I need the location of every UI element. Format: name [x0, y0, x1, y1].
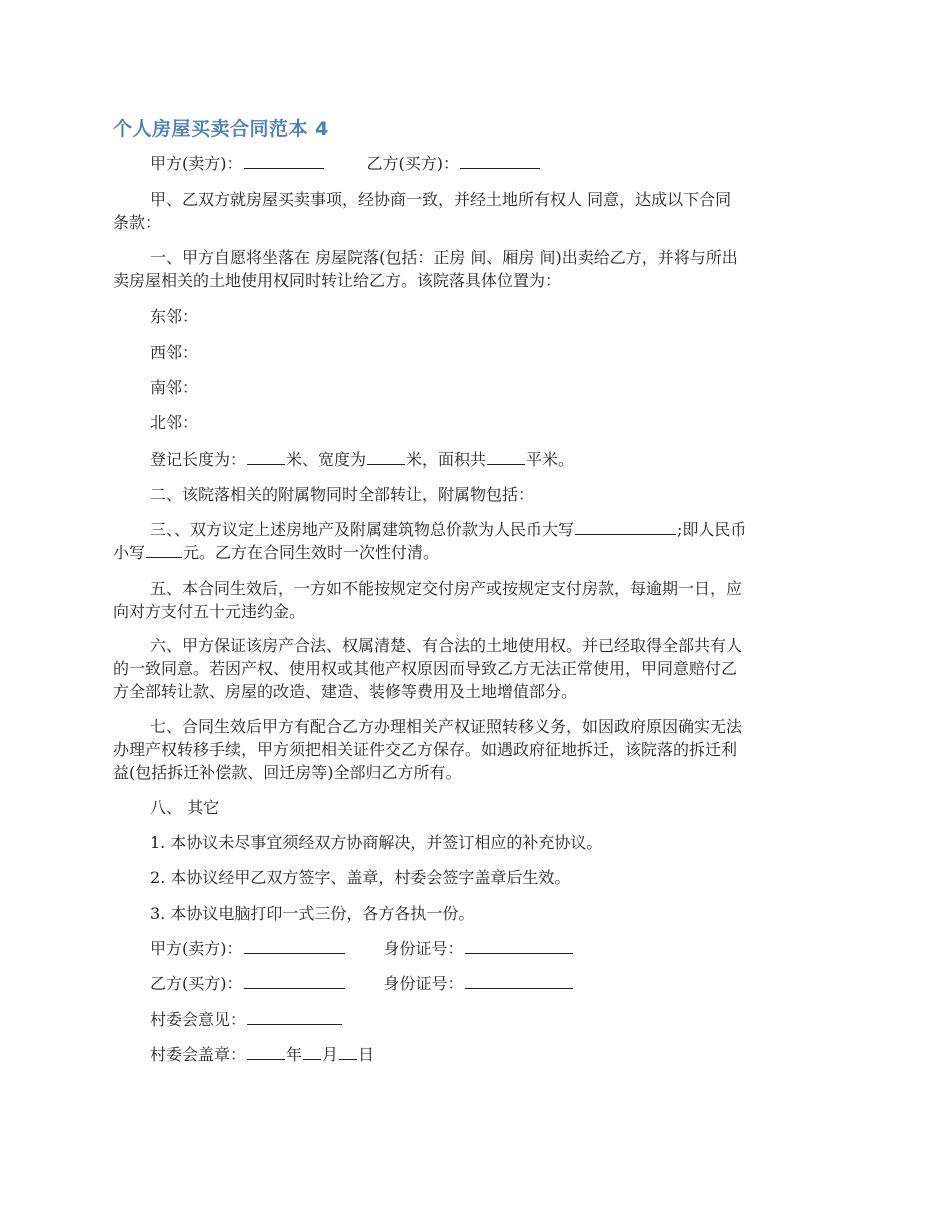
length-blank	[247, 448, 285, 465]
committee-opinion-line	[113, 1008, 880, 1031]
buyer-sign-label: 乙方(买方)：	[150, 974, 243, 993]
day-label: 日	[358, 1045, 375, 1064]
clause6-line-2: 的一致同意。若因产权、使用权或其他产权原因而导致乙方无法正常使用，甲同意赔付乙	[113, 659, 738, 678]
parties-line	[113, 152, 880, 175]
area-label: 米，面积共	[406, 450, 487, 469]
buyer-blank	[460, 152, 540, 169]
committee-opinion-blank	[247, 1008, 342, 1025]
price-mid-label: ;即人民币	[677, 520, 747, 539]
month-blank	[303, 1043, 321, 1060]
neighbor-east: 东邻：	[150, 307, 199, 326]
buyer-signature-line	[113, 972, 880, 995]
seller-signature-line	[113, 937, 880, 960]
year-label: 年	[286, 1045, 303, 1064]
clause1-line-2: 卖房屋相关的土地使用权同时转让给乙方。该院落具体位置为：	[113, 271, 562, 290]
price-lower-blank	[146, 541, 182, 558]
area-blank	[487, 448, 525, 465]
width-label: 米、宽度为	[286, 450, 367, 469]
length-label: 登记长度为：	[150, 450, 247, 469]
intro-line-2: 条款：	[113, 213, 162, 232]
dimensions-line	[113, 448, 880, 471]
area-unit: 平米。	[526, 450, 575, 469]
seller-sign-label: 甲方(卖方)：	[150, 939, 243, 958]
clause5-line-1: 五、本合同生效后，一方如不能按规定交付房产或按规定支付房款，每逾期一日，应	[150, 579, 743, 598]
item-1: 1. 本协议未尽事宜须经双方协商解决，并签订相应的补充协议。	[150, 833, 603, 852]
committee-opinion-label: 村委会意见：	[150, 1010, 247, 1029]
width-blank	[367, 448, 405, 465]
clause5-line-2: 向对方支付五十元违约金。	[113, 602, 306, 621]
neighbor-north: 北邻：	[150, 413, 199, 432]
document-title: 个人房屋买卖合同范本 4	[113, 118, 329, 140]
price-upper-blank	[575, 518, 676, 535]
neighbor-west: 西邻：	[150, 343, 199, 362]
seller-blank	[244, 152, 324, 169]
clause6-line-3: 方全部转让款、房屋的改造、建造、装修等费用及土地增值部分。	[113, 682, 578, 701]
clause8-heading: 八、 其它	[150, 798, 220, 817]
neighbor-south: 南邻：	[150, 378, 199, 397]
committee-seal-label: 村委会盖章：	[150, 1045, 247, 1064]
month-label: 月	[322, 1045, 339, 1064]
item-3: 3. 本协议电脑打印一式三份，各方各执一份。	[150, 904, 475, 923]
buyer-id-blank	[465, 972, 573, 989]
clause7-line-2: 办理产权转移手续，甲方须把相关证件交乙方保存。如遇政府征地拆迁，该院落的拆迁利	[113, 740, 738, 759]
clause6-line-1: 六、甲方保证该房产合法、权属清楚、有合法的土地使用权。并已经取得全部共有人	[150, 636, 743, 655]
buyer-sign-blank	[244, 972, 345, 989]
seller-sign-blank	[244, 937, 345, 954]
seller-id-blank	[465, 937, 573, 954]
year-blank	[247, 1043, 285, 1060]
seller-id-label: 身份证号：	[383, 939, 464, 958]
clause7-line-1: 七、合同生效后甲方有配合乙方办理相关产权证照转移义务，如因政府原因确实无法	[150, 717, 743, 736]
item-2: 2. 本协议经甲乙双方签字、盖章，村委会签字盖章后生效。	[150, 868, 571, 887]
day-blank	[339, 1043, 357, 1060]
clause2-line: 二、该院落相关的附属物同时全部转让，附属物包括：	[150, 485, 535, 504]
clause7-line-3: 益(包括拆迁补偿款、回迁房等)全部归乙方所有。	[113, 763, 462, 782]
buyer-id-label: 身份证号：	[383, 974, 464, 993]
committee-seal-line	[113, 1043, 880, 1066]
clause3-line-2	[113, 541, 843, 564]
clause1-line-1: 一、甲方自愿将坐落在 房屋院落(包括：正房 间、厢房 间)出卖给乙方，并将与所出	[150, 248, 738, 267]
price-lower-label: 小写	[113, 543, 146, 562]
payment-text: 元。乙方在合同生效时一次性付清。	[183, 543, 440, 562]
buyer-label: 乙方(买方)：	[366, 154, 459, 173]
intro-line-1: 甲、乙双方就房屋买卖事项，经协商一致，并经土地所有权人 同意，达成以下合同	[150, 190, 732, 209]
price-upper-label: 三、、双方议定上述房地产及附属建筑物总价款为人民币大写	[150, 520, 575, 539]
seller-label: 甲方(卖方)：	[150, 154, 243, 173]
clause3-line-1	[113, 518, 880, 541]
